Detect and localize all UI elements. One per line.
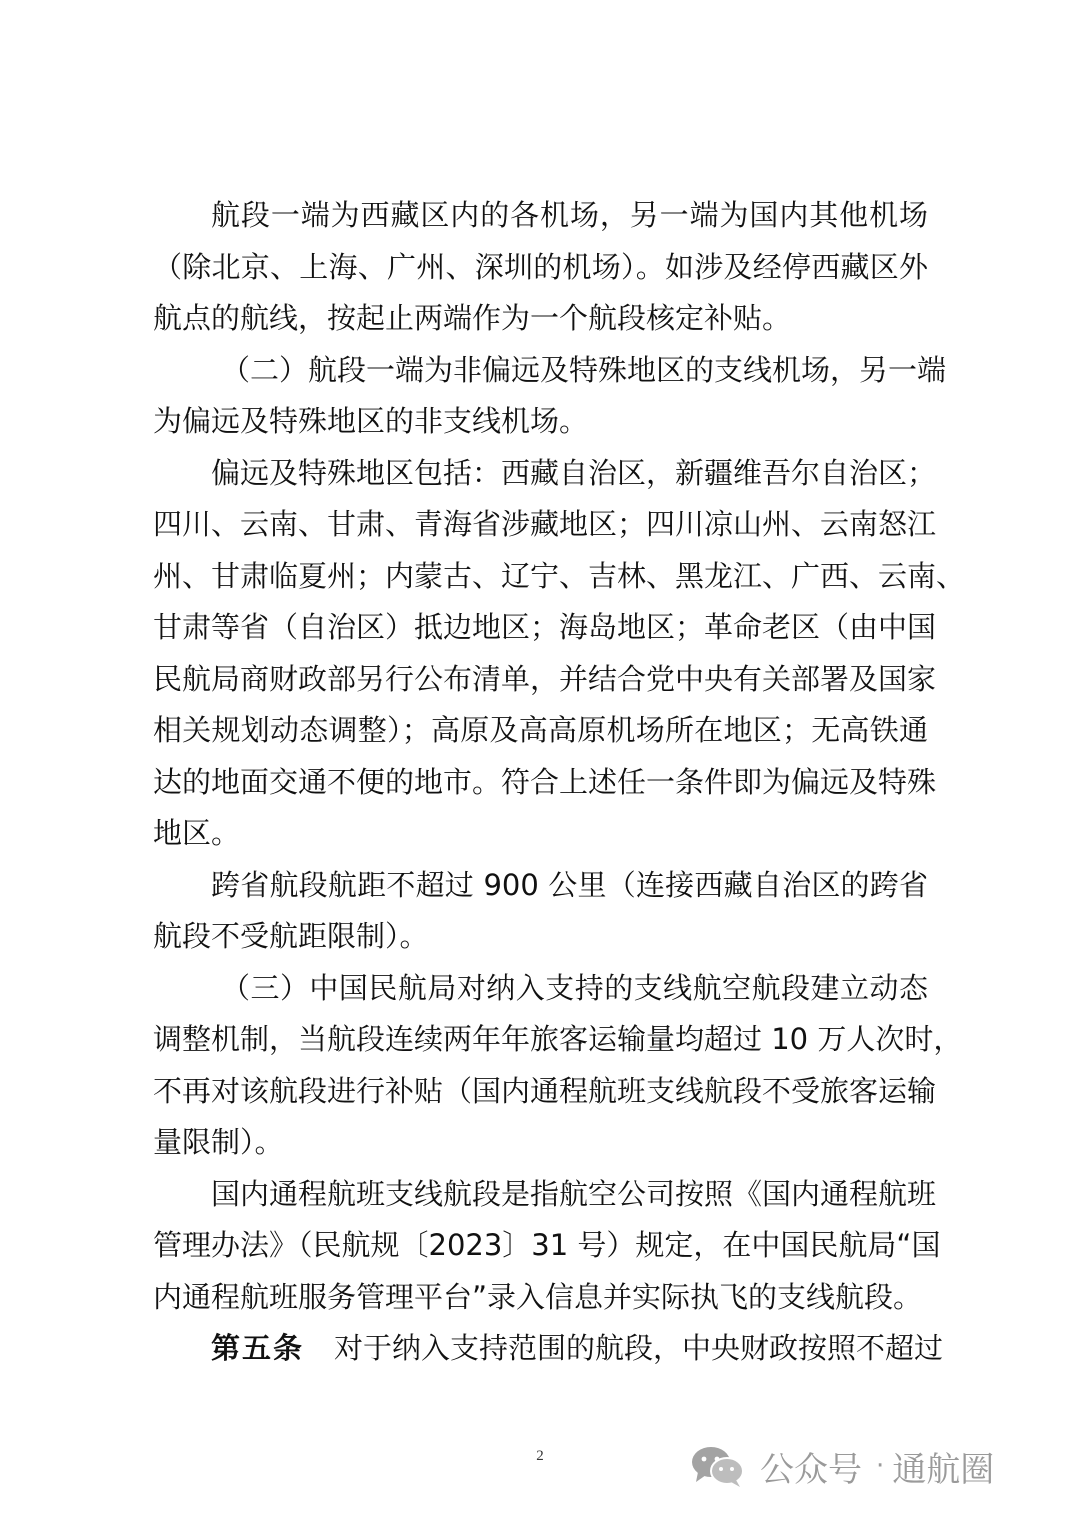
watermark-separator: · bbox=[876, 1451, 885, 1481]
wechat-icon bbox=[690, 1444, 746, 1488]
article-text: 对于纳入支持范围的航段，中央财政按照不超过 bbox=[334, 1331, 944, 1365]
text-line: 达的地面交通不便的地市。符合上述任一条件即为偏远及特殊 bbox=[153, 764, 937, 799]
text-line: 四川、云南、甘肃、青海省涉藏地区；四川凉山州、云南怒江 bbox=[153, 507, 937, 541]
watermark-account-name: 通航圈 bbox=[892, 1449, 995, 1490]
text-line: 州、甘肃临夏州；内蒙古、辽宁、吉林、黑龙江、广西、云南、 bbox=[153, 558, 966, 593]
document-body bbox=[153, 190, 966, 1375]
page-number: 2 bbox=[536, 1448, 544, 1464]
text-line: 国内通程航班支线航段是指航空公司按照《国内通程航班 bbox=[211, 1176, 937, 1211]
text-line: 内通程航班服务管理平台”录入信息并实际执飞的支线航段。 bbox=[153, 1279, 923, 1314]
text-line: 调整机制，当航段连续两年年旅客运输量均超过 10 万人次时， bbox=[153, 1022, 963, 1056]
text-line: 航段一端为西藏区内的各机场，另一端为国内其他机场 bbox=[211, 198, 928, 232]
text-line: 航段不受航距限制）。 bbox=[153, 919, 429, 953]
text-line: 量限制）。 bbox=[153, 1125, 284, 1159]
text-line: 地区。 bbox=[153, 816, 241, 850]
text-line: （二）航段一端为非偏远及特殊地区的支线机场，另一端 bbox=[221, 352, 947, 387]
text-line: （除北京、上海、广州、深圳的机场）。如涉及经停西藏区外 bbox=[153, 249, 928, 284]
text-line: 甘肃等省（自治区）抵边地区；海岛地区；革命老区（由中国 bbox=[153, 610, 937, 644]
text-line: 相关规划动态调整）；高原及高高原机场所在地区；无高铁通 bbox=[153, 713, 928, 747]
watermark bbox=[690, 1442, 994, 1490]
text-line: 偏远及特殊地区包括：西藏自治区，新疆维吾尔自治区； bbox=[211, 455, 937, 490]
text-line: 航点的航线，按起止两端作为一个航段核定补贴。 bbox=[153, 301, 792, 335]
text-line: 民航局商财政部另行公布清单，并结合党中央有关部署及国家 bbox=[153, 661, 937, 696]
text-line: （三）中国民航局对纳入支持的支线航空航段建立动态 bbox=[221, 970, 928, 1005]
text-line: 为偏远及特殊地区的非支线机场。 bbox=[153, 404, 589, 438]
article-label: 第五条 bbox=[211, 1331, 305, 1365]
text-line: 管理办法》（民航规〔2023〕31 号）规定，在中国民航局“国 bbox=[153, 1228, 941, 1262]
article-line bbox=[153, 1323, 944, 1375]
text-line: 跨省航段航距不超过 900 公里（连接西藏自治区的跨省 bbox=[211, 867, 928, 902]
text-line: 不再对该航段进行补贴（国内通程航班支线航段不受旅客运输 bbox=[153, 1073, 937, 1108]
watermark-label: 公众号 bbox=[760, 1449, 862, 1490]
